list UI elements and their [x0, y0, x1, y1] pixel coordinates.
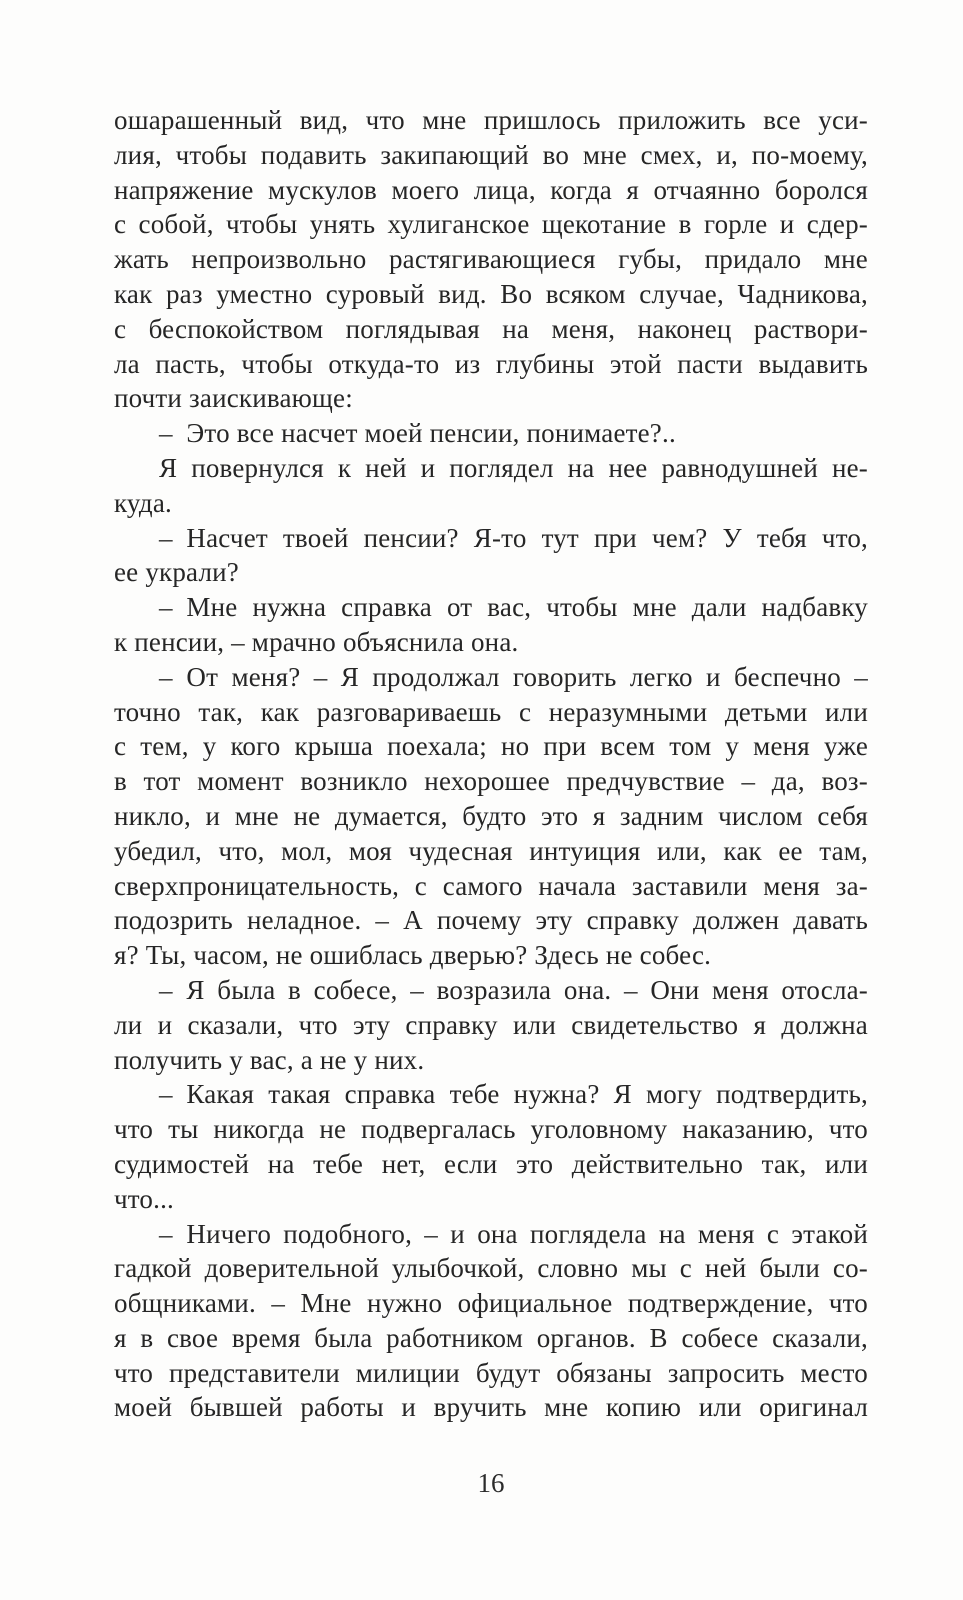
text-line: ошарашенный вид, что мне пришлось приложить все уси- [114, 105, 868, 135]
text-line: общниками. – Мне нужно официальное подтверждение, что [114, 1288, 868, 1319]
text-line: – Я была в собесе, – возразила она. – Они меня отосла- [159, 974, 868, 1005]
text-line: куда. [114, 487, 173, 518]
text-line: как раз уместно суровый вид. Во всяком случае, Чадникова, [114, 278, 868, 309]
text-line: точно так, как разговариваешь с неразумными детьми или [114, 696, 868, 727]
text-line: что ты никогда не подвергалась уголовному наказанию, что [114, 1114, 868, 1145]
text-line: убедил, что, мол, моя чудесная интуиция или, как ее там, [114, 835, 868, 866]
text-line: никло, и мне не думается, будто это я задним числом себя [114, 800, 868, 831]
text-line: я в свое время была работником органов. В собесе сказали, [114, 1322, 868, 1353]
text-line: – Это все насчет моей пенсии, понимаете?.. [159, 418, 676, 449]
text-line: Я повернулся к ней и поглядел на нее равнодушней не- [159, 452, 868, 483]
text-line: с беспокойством поглядывая на меня, наконец раствори- [114, 313, 868, 344]
text-line: с собой, чтобы унять хулиганское щекотание в горле и сдер- [114, 209, 868, 240]
text-line: жать непроизвольно растягивающиеся губы, придало мне [114, 244, 868, 275]
text-line: – Насчет твоей пенсии? Я-то тут при чем? У тебя что, [159, 522, 868, 553]
paragraph [114, 451, 868, 521]
text-line: я? Ты, часом, не ошиблась дверью? Здесь не собес. [114, 940, 712, 971]
text-line: моей бывшей работы и вручить мне копию или оригинал [114, 1392, 868, 1423]
text-line: что представители милиции будут обязаны запросить место [114, 1357, 868, 1388]
paragraph [114, 660, 868, 973]
text-line: ее украли? [114, 557, 239, 588]
text-line: гадкой доверительной улыбочкой, словно мы с ней были со- [114, 1253, 868, 1284]
paragraph [114, 1077, 868, 1216]
text-block [114, 103, 868, 1425]
text-line: ла пасть, чтобы откуда-то из глубины этой пасти выдавить [114, 348, 868, 379]
text-line: напряжение мускулов моего лица, когда я отчаянно боролся [114, 174, 868, 205]
text-line: лия, чтобы подавить закипающий во мне смех, и, по-моему, [114, 139, 868, 170]
paragraph [114, 416, 868, 451]
text-line: получить у вас, а не у них. [114, 1044, 425, 1075]
paragraph [114, 103, 868, 416]
text-line: что... [114, 1183, 174, 1214]
text-line: – От меня? – Я продолжал говорить легко и беспечно – [159, 661, 868, 692]
text-line: к пенсии, – мрачно объяснила она. [114, 626, 519, 657]
paragraph [114, 521, 868, 591]
text-line: с тем, у кого крыша поехала; но при всем том у меня уже [114, 731, 868, 762]
paragraph [114, 590, 868, 660]
paragraph [114, 973, 868, 1077]
text-line: – Мне нужна справка от вас, чтобы мне дали надбавку [159, 592, 868, 623]
text-line: подозрить неладное. – А почему эту справку должен давать [114, 905, 868, 936]
text-line: сверхпроницательность, с самого начала заставили меня за- [114, 870, 868, 901]
text-line: – Ничего подобного, – и она поглядела на меня с этакой [159, 1218, 868, 1249]
page-number: 16 [477, 1468, 505, 1498]
text-line: в тот момент возникло нехорошее предчувствие – да, воз- [114, 766, 868, 797]
text-line: – Какая такая справка тебе нужна? Я могу подтвердить, [159, 1079, 868, 1110]
text-line: почти заискивающе: [114, 383, 353, 414]
text-line: ли и сказали, что эту справку или свидетельство я должна [114, 1009, 868, 1040]
text-line: судимостей на тебе нет, если это действительно так, или [114, 1148, 868, 1179]
paragraph [114, 1217, 868, 1426]
